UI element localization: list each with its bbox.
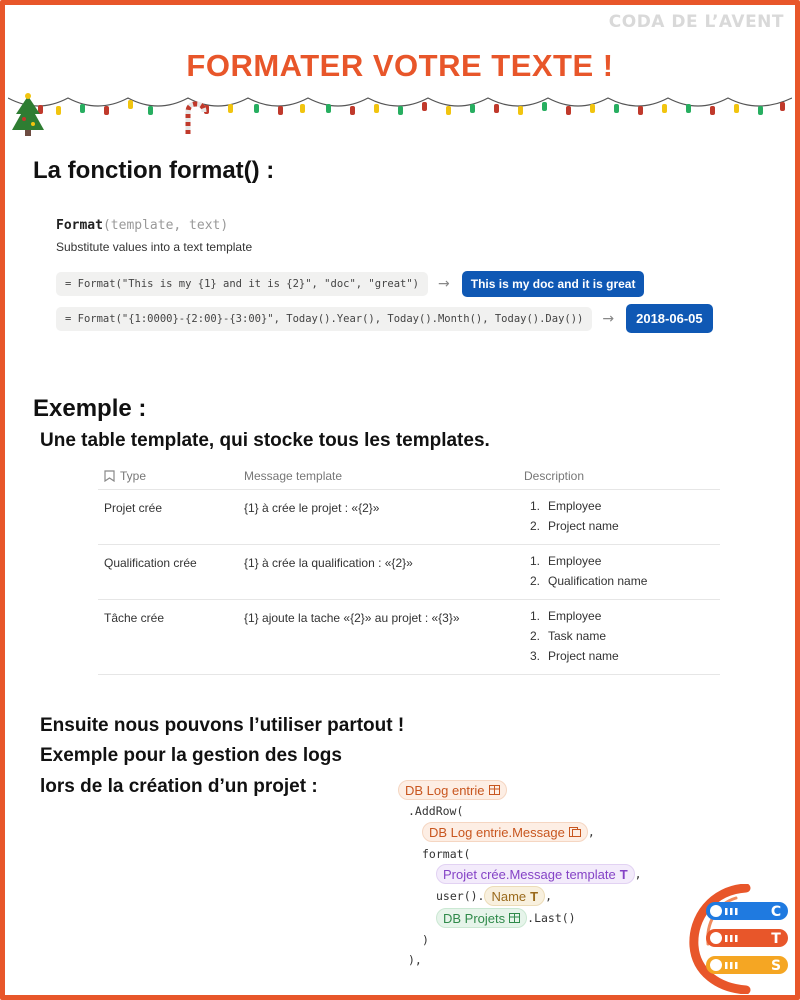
cell-type: Tâche crée: [104, 611, 165, 625]
function-name: Format: [56, 218, 103, 233]
page-title: FORMATER VOTRE TEXTE !: [186, 48, 614, 83]
code-last-call: .Last(): [527, 911, 576, 925]
column-header-message-template[interactable]: Message template: [244, 468, 343, 483]
code-line: ): [422, 933, 429, 947]
function-args: (template, text): [102, 218, 229, 233]
text-type-icon: T: [619, 866, 628, 882]
section-heading-format: La fonction format() :: [33, 157, 275, 184]
section-subheading: Une table template, qui stocke tous les templates.: [40, 430, 490, 451]
code-line: .AddRow(: [408, 804, 464, 818]
coda-logo-icon: [688, 884, 792, 994]
code-line: format(: [422, 847, 471, 861]
example-formula: = Format("{1:0000}-{2:00}-{3:00}", Today().Year(), Today().Month(), Today().Day()): [56, 307, 592, 331]
code-comma: ,: [545, 889, 553, 903]
table-row[interactable]: [98, 600, 720, 675]
example-row: [56, 304, 713, 333]
example-row: [56, 271, 644, 297]
table-icon: [509, 913, 520, 923]
list-item: 3. Project name: [529, 649, 619, 663]
list-item: 2. Project name: [529, 519, 619, 533]
cell-template: {1} ajoute la tache «{2}» au projet : «{3}»: [244, 611, 460, 625]
example-result: 2018-06-05: [626, 304, 713, 333]
example-formula: = Format("This is my {1} and it is {2}", "doc", "great"): [56, 272, 428, 296]
list-item: 2. Qualification name: [529, 574, 648, 588]
cell-description: [524, 610, 720, 666]
cell-template: {1} à crée la qualification : «{2}»: [244, 556, 413, 570]
table-reference-chip[interactable]: DB Projets: [436, 908, 527, 928]
list-item: 2. Task name: [529, 629, 607, 643]
column-header-type[interactable]: [98, 469, 244, 483]
table-reference-chip[interactable]: DB Log entrie: [398, 780, 507, 800]
arrow-right-icon: →: [602, 310, 615, 327]
code-user-call: user().: [436, 889, 485, 903]
cell-type: Projet crée: [104, 501, 163, 515]
svg-text:C: C: [770, 904, 782, 920]
arrow-right-icon: →: [438, 276, 450, 292]
text-type-icon: T: [530, 888, 539, 904]
list-item: 1. Employee: [529, 499, 602, 513]
column-header-description[interactable]: Description: [524, 468, 585, 483]
table-row[interactable]: [98, 490, 720, 545]
table-icon: [489, 785, 500, 795]
cell-type: Qualification crée: [104, 556, 197, 570]
code-line: ),: [408, 953, 422, 967]
column-reference-chip[interactable]: DB Log entrie.Message: [422, 822, 588, 842]
list-item: 1. Employee: [529, 554, 602, 568]
code-comma: ,: [587, 825, 595, 839]
example-result: This is my doc and it is great: [462, 271, 645, 297]
format-function-card: [56, 218, 716, 254]
code-comma: ,: [634, 867, 642, 881]
bookmark-icon: [104, 470, 115, 482]
lookup-icon: [569, 827, 581, 837]
table-row[interactable]: [98, 545, 720, 600]
section-heading-exemple: Exemple :: [33, 395, 147, 422]
cell-description: [524, 555, 720, 591]
svg-text:S: S: [770, 958, 782, 974]
function-description: Substitute values into a text template: [56, 240, 253, 254]
column-header-label: Type: [120, 468, 147, 483]
closing-line-2: Exemple pour la gestion des logs: [40, 745, 342, 766]
christmas-garland-icon: [8, 92, 792, 140]
cell-template: {1} à crée le projet : «{2}»: [244, 501, 380, 515]
svg-text:T: T: [771, 931, 781, 947]
column-reference-chip[interactable]: Projet crée.Message template T: [436, 864, 635, 884]
brand-label: CODA DE L’AVENT: [608, 12, 784, 32]
function-signature: [56, 218, 716, 233]
table-header: [98, 462, 720, 490]
column-reference-chip[interactable]: Name T: [484, 886, 545, 906]
closing-line-1: Ensuite nous pouvons l’utiliser partout !: [40, 715, 405, 736]
closing-line-3: lors de la création d’un projet :: [40, 776, 318, 797]
cell-description: [524, 500, 720, 536]
template-table: [98, 462, 720, 675]
list-item: 1. Employee: [529, 609, 602, 623]
